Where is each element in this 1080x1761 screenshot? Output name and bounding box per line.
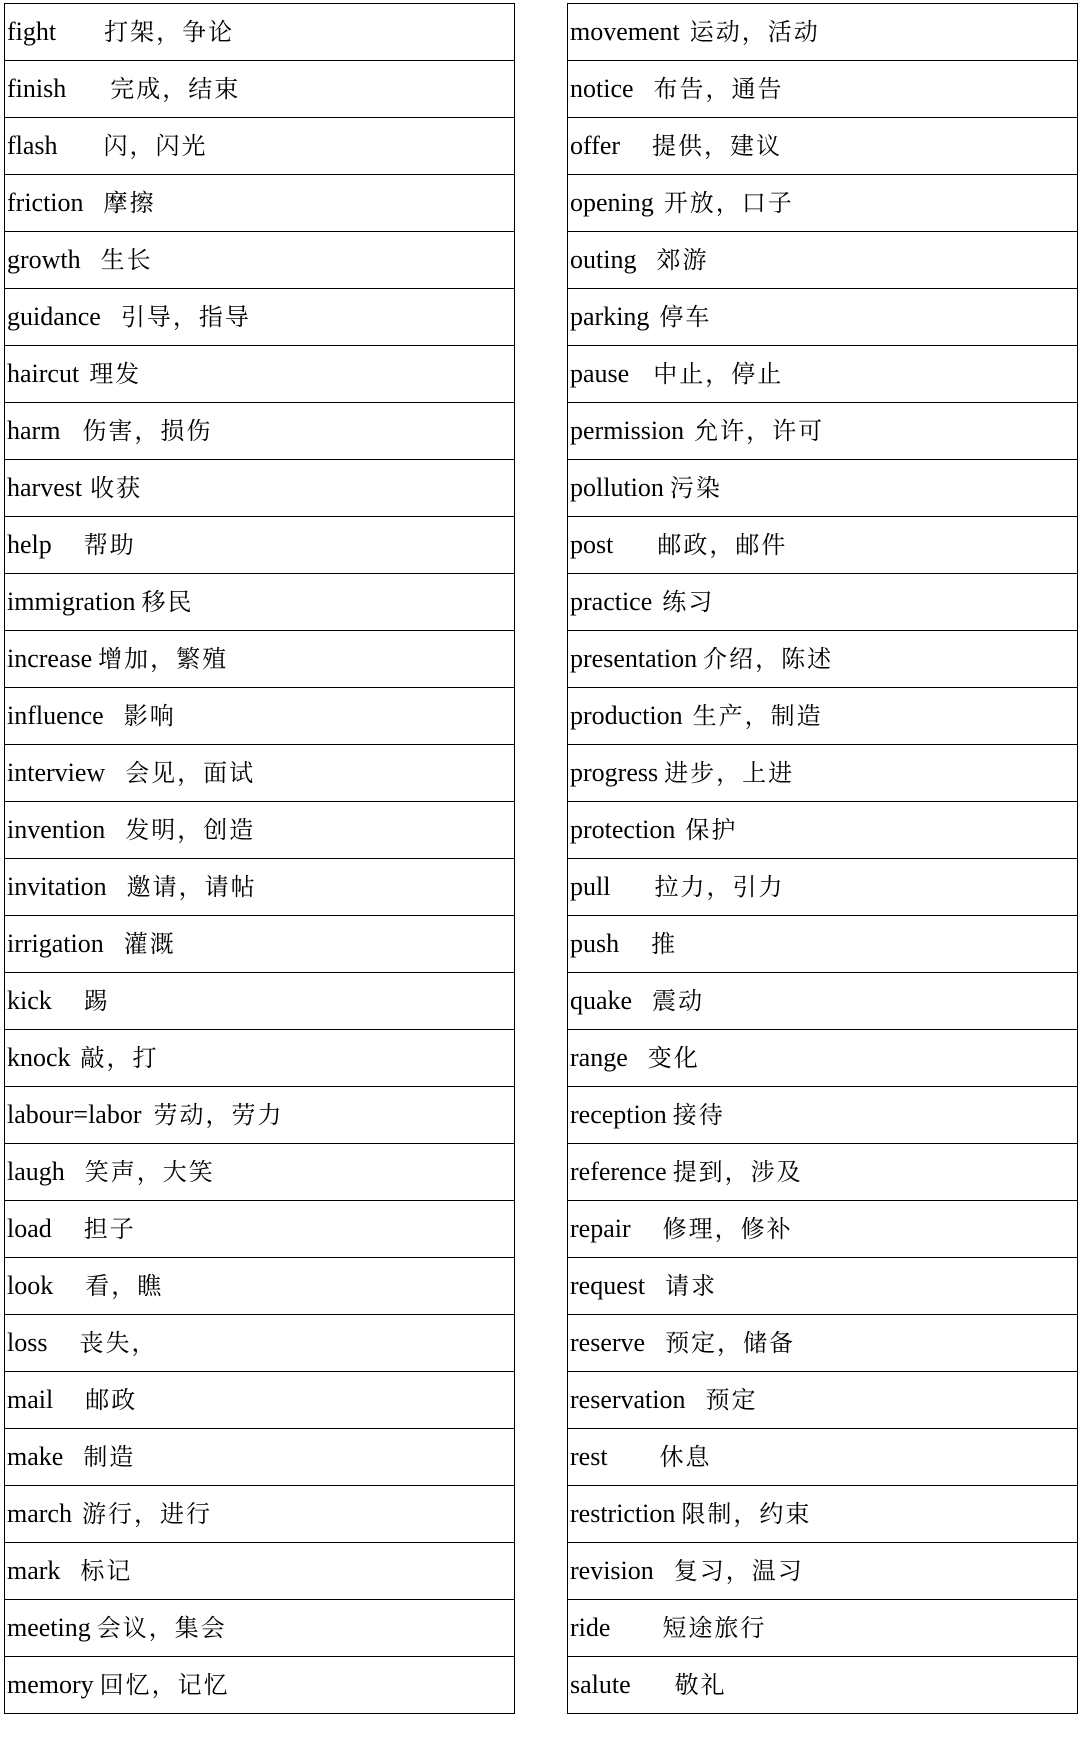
table-row bbox=[5, 1087, 515, 1144]
vocab-meaning: 中止，停止 bbox=[653, 360, 784, 388]
vocab-meaning: 敲，打 bbox=[80, 1044, 159, 1072]
table-row bbox=[5, 1144, 515, 1201]
table-row bbox=[5, 4, 515, 61]
vocab-meaning: 接待 bbox=[672, 1101, 725, 1129]
vocab-meaning: 影响 bbox=[123, 702, 176, 730]
vocab-word: fight bbox=[7, 17, 57, 46]
vocab-word: outing bbox=[570, 245, 637, 274]
vocab-cell bbox=[568, 289, 1078, 346]
vocab-word: ride bbox=[570, 1613, 611, 1642]
table-row bbox=[5, 61, 515, 118]
vocab-cell bbox=[5, 1657, 515, 1714]
vocab-cell bbox=[568, 802, 1078, 859]
vocab-cell bbox=[568, 517, 1078, 574]
vocab-word: offer bbox=[570, 131, 621, 160]
vocab-meaning: 限制，约束 bbox=[681, 1500, 812, 1528]
vocab-cell bbox=[568, 1543, 1078, 1600]
vocab-meaning: 看，瞧 bbox=[85, 1272, 164, 1300]
vocab-word: request bbox=[570, 1271, 646, 1300]
vocab-meaning: 标记 bbox=[80, 1557, 133, 1585]
table-row bbox=[568, 460, 1078, 517]
vocab-word: march bbox=[7, 1499, 72, 1528]
table-row bbox=[568, 1600, 1078, 1657]
vocab-word: pull bbox=[570, 872, 611, 901]
vocab-word: increase bbox=[7, 644, 93, 673]
vocab-meaning: 引导，指导 bbox=[120, 303, 251, 331]
vocab-word: kick bbox=[7, 986, 52, 1015]
vocab-meaning: 修理，修补 bbox=[662, 1215, 793, 1243]
vocab-cell bbox=[5, 1258, 515, 1315]
vocab-word: permission bbox=[570, 416, 685, 445]
vocab-meaning: 提到，涉及 bbox=[672, 1158, 803, 1186]
table-row bbox=[568, 1144, 1078, 1201]
table-row bbox=[568, 688, 1078, 745]
vocab-word: range bbox=[570, 1043, 628, 1072]
vocab-word: make bbox=[7, 1442, 64, 1471]
vocab-word: parking bbox=[570, 302, 650, 331]
table-row bbox=[5, 289, 515, 346]
vocab-cell bbox=[568, 1372, 1078, 1429]
vocab-meaning: 敬礼 bbox=[674, 1671, 727, 1699]
vocab-word: friction bbox=[7, 188, 84, 217]
vocab-cell bbox=[5, 973, 515, 1030]
vocab-meaning: 进步，上进 bbox=[664, 759, 795, 787]
vocab-cell bbox=[5, 574, 515, 631]
vocab-word: harvest bbox=[7, 473, 83, 502]
vocab-cell bbox=[568, 859, 1078, 916]
vocab-table-right-body bbox=[568, 4, 1078, 1714]
vocab-cell bbox=[5, 289, 515, 346]
table-row bbox=[5, 688, 515, 745]
vocab-meaning: 请求 bbox=[665, 1272, 718, 1300]
table-row bbox=[568, 1201, 1078, 1258]
vocab-cell bbox=[568, 1087, 1078, 1144]
vocab-cell bbox=[5, 1144, 515, 1201]
vocab-cell bbox=[568, 1030, 1078, 1087]
table-row bbox=[568, 745, 1078, 802]
vocab-cell bbox=[5, 4, 515, 61]
vocab-word: harm bbox=[7, 416, 61, 445]
vocab-meaning: 拉力，引力 bbox=[654, 873, 785, 901]
vocab-cell bbox=[568, 631, 1078, 688]
vocab-meaning: 会议，集会 bbox=[96, 1614, 227, 1642]
vocab-word: knock bbox=[7, 1043, 71, 1072]
vocab-meaning: 闪，闪光 bbox=[103, 132, 208, 160]
vocab-cell bbox=[5, 118, 515, 175]
vocab-cell bbox=[568, 118, 1078, 175]
table-row bbox=[568, 1429, 1078, 1486]
vocab-cell bbox=[568, 232, 1078, 289]
vocab-word: influence bbox=[7, 701, 104, 730]
vocab-meaning: 丧失， bbox=[79, 1329, 158, 1357]
vocab-cell bbox=[5, 1315, 515, 1372]
vocab-meaning: 布告，通告 bbox=[653, 75, 784, 103]
vocab-meaning: 劳动，劳力 bbox=[153, 1101, 284, 1129]
vocab-word: flash bbox=[7, 131, 58, 160]
vocab-cell bbox=[568, 1315, 1078, 1372]
vocab-cell bbox=[5, 1429, 515, 1486]
vocab-word: mark bbox=[7, 1556, 61, 1585]
vocab-cell bbox=[5, 346, 515, 403]
vocab-word: pause bbox=[570, 359, 630, 388]
vocab-meaning: 理发 bbox=[89, 360, 142, 388]
table-row bbox=[568, 517, 1078, 574]
vocab-meaning: 游行，进行 bbox=[81, 1500, 212, 1528]
table-row bbox=[5, 1030, 515, 1087]
table-row bbox=[568, 1087, 1078, 1144]
vocab-word: irrigation bbox=[7, 929, 104, 958]
table-row bbox=[5, 1429, 515, 1486]
vocab-meaning: 预定 bbox=[705, 1386, 758, 1414]
table-row bbox=[5, 517, 515, 574]
vocab-word: revision bbox=[570, 1556, 654, 1585]
vocab-cell bbox=[568, 1486, 1078, 1543]
vocab-cell bbox=[568, 175, 1078, 232]
vocab-word: loss bbox=[7, 1328, 48, 1357]
vocab-cell bbox=[5, 232, 515, 289]
vocab-meaning: 介绍，陈述 bbox=[703, 645, 834, 673]
vocab-word: growth bbox=[7, 245, 81, 274]
vocab-word: haircut bbox=[7, 359, 80, 388]
vocab-word: interview bbox=[7, 758, 106, 787]
table-row bbox=[568, 175, 1078, 232]
vocab-word: push bbox=[570, 929, 620, 958]
vocab-table-left-body bbox=[5, 4, 515, 1714]
table-row bbox=[5, 916, 515, 973]
vocab-word: meeting bbox=[7, 1613, 91, 1642]
table-row bbox=[5, 118, 515, 175]
vocab-cell bbox=[568, 688, 1078, 745]
vocab-meaning: 运动，活动 bbox=[689, 18, 820, 46]
vocab-cell bbox=[5, 802, 515, 859]
vocab-meaning: 保护 bbox=[685, 816, 738, 844]
vocab-cell bbox=[568, 1429, 1078, 1486]
table-row bbox=[568, 1030, 1078, 1087]
vocab-meaning: 会见，面试 bbox=[125, 759, 256, 787]
table-row bbox=[5, 1543, 515, 1600]
vocab-word: look bbox=[7, 1271, 54, 1300]
table-row bbox=[5, 346, 515, 403]
vocab-meaning: 短途旅行 bbox=[662, 1614, 767, 1642]
vocab-meaning: 休息 bbox=[659, 1443, 712, 1471]
vocab-word: practice bbox=[570, 587, 653, 616]
table-row bbox=[5, 973, 515, 1030]
vocab-cell bbox=[5, 175, 515, 232]
table-row bbox=[5, 1486, 515, 1543]
vocab-meaning: 制造 bbox=[83, 1443, 136, 1471]
vocab-cell bbox=[568, 916, 1078, 973]
vocab-meaning: 邀请，请帖 bbox=[126, 873, 257, 901]
vocab-meaning: 停车 bbox=[659, 303, 712, 331]
vocab-meaning: 提供，建议 bbox=[652, 132, 783, 160]
vocab-word: opening bbox=[570, 188, 654, 217]
table-row bbox=[568, 916, 1078, 973]
table-row bbox=[568, 973, 1078, 1030]
vocab-word: load bbox=[7, 1214, 52, 1243]
vocab-meaning: 邮政 bbox=[85, 1386, 138, 1414]
table-row bbox=[5, 1258, 515, 1315]
table-row bbox=[568, 1315, 1078, 1372]
vocab-cell bbox=[568, 1600, 1078, 1657]
table-row bbox=[568, 403, 1078, 460]
vocab-meaning: 帮助 bbox=[83, 531, 136, 559]
vocab-cell bbox=[5, 916, 515, 973]
vocab-cell bbox=[5, 517, 515, 574]
vocab-word: reserve bbox=[570, 1328, 646, 1357]
vocab-meaning: 踢 bbox=[83, 987, 110, 1015]
table-row bbox=[568, 118, 1078, 175]
table-row bbox=[5, 574, 515, 631]
vocab-word: invitation bbox=[7, 872, 107, 901]
table-row bbox=[5, 1315, 515, 1372]
table-row bbox=[568, 1258, 1078, 1315]
vocab-meaning: 郊游 bbox=[656, 246, 709, 274]
vocab-cell bbox=[5, 631, 515, 688]
table-row bbox=[568, 1486, 1078, 1543]
vocab-word: labour=labor bbox=[7, 1100, 142, 1129]
table-row bbox=[568, 61, 1078, 118]
table-row bbox=[568, 4, 1078, 61]
vocab-word: restriction bbox=[570, 1499, 676, 1528]
vocab-meaning: 移民 bbox=[141, 588, 194, 616]
vocab-meaning: 发明，创造 bbox=[125, 816, 256, 844]
vocab-meaning: 邮政，邮件 bbox=[657, 531, 788, 559]
table-row bbox=[568, 574, 1078, 631]
table-row bbox=[568, 631, 1078, 688]
vocab-word: finish bbox=[7, 74, 67, 103]
vocab-meaning: 收获 bbox=[90, 474, 143, 502]
vocab-cell bbox=[5, 1600, 515, 1657]
table-row bbox=[5, 802, 515, 859]
vocab-cell bbox=[568, 61, 1078, 118]
vocab-word: pollution bbox=[570, 473, 664, 502]
vocab-word: reservation bbox=[570, 1385, 686, 1414]
table-row bbox=[5, 232, 515, 289]
vocab-meaning: 开放，口子 bbox=[663, 189, 794, 217]
table-row bbox=[568, 1543, 1078, 1600]
vocab-meaning: 回忆，记忆 bbox=[99, 1671, 230, 1699]
vocab-cell bbox=[5, 745, 515, 802]
vocab-meaning: 允许，许可 bbox=[694, 417, 825, 445]
vocab-cell bbox=[568, 1258, 1078, 1315]
vocab-word: laugh bbox=[7, 1157, 65, 1186]
vocab-meaning: 摩擦 bbox=[103, 189, 156, 217]
vocab-meaning: 完成，结束 bbox=[110, 75, 241, 103]
vocab-cell bbox=[568, 1144, 1078, 1201]
vocab-word: presentation bbox=[570, 644, 698, 673]
vocab-word: reference bbox=[570, 1157, 667, 1186]
vocab-table-right bbox=[567, 3, 1078, 1714]
table-row bbox=[5, 631, 515, 688]
vocab-cell bbox=[5, 61, 515, 118]
vocab-cell bbox=[568, 460, 1078, 517]
vocab-meaning: 生产，制造 bbox=[692, 702, 823, 730]
vocab-word: notice bbox=[570, 74, 634, 103]
vocab-meaning: 复习，温习 bbox=[673, 1557, 804, 1585]
vocab-word: guidance bbox=[7, 302, 101, 331]
vocab-word: help bbox=[7, 530, 52, 559]
table-row bbox=[568, 232, 1078, 289]
table-row bbox=[5, 1201, 515, 1258]
vocab-meaning: 笑声，大笑 bbox=[84, 1158, 215, 1186]
vocab-meaning: 震动 bbox=[652, 987, 705, 1015]
vocab-meaning: 担子 bbox=[83, 1215, 136, 1243]
vocab-word: repair bbox=[570, 1214, 631, 1243]
vocab-word: reception bbox=[570, 1100, 667, 1129]
vocab-meaning: 增加，繁殖 bbox=[98, 645, 229, 673]
vocab-cell bbox=[5, 688, 515, 745]
table-row bbox=[5, 1372, 515, 1429]
vocab-word: immigration bbox=[7, 587, 136, 616]
vocab-word: memory bbox=[7, 1670, 94, 1699]
vocab-word: mail bbox=[7, 1385, 54, 1414]
vocab-cell bbox=[5, 1486, 515, 1543]
table-row bbox=[568, 1372, 1078, 1429]
vocab-meaning: 推 bbox=[651, 930, 678, 958]
vocab-cell bbox=[5, 1201, 515, 1258]
vocab-cell bbox=[568, 403, 1078, 460]
vocab-cell bbox=[568, 1201, 1078, 1258]
vocab-word: progress bbox=[570, 758, 659, 787]
vocab-cell bbox=[568, 745, 1078, 802]
vocab-word: salute bbox=[570, 1670, 631, 1699]
vocab-meaning: 灌溉 bbox=[123, 930, 176, 958]
vocab-cell bbox=[5, 403, 515, 460]
table-row bbox=[568, 289, 1078, 346]
table-row bbox=[568, 802, 1078, 859]
vocab-meaning: 伤害，损伤 bbox=[82, 417, 213, 445]
vocab-word: quake bbox=[570, 986, 633, 1015]
vocab-table-left bbox=[4, 3, 515, 1714]
table-row bbox=[5, 403, 515, 460]
table-row bbox=[5, 1657, 515, 1714]
vocab-word: movement bbox=[570, 17, 680, 46]
vocab-cell bbox=[568, 1657, 1078, 1714]
table-row bbox=[5, 175, 515, 232]
vocab-cell bbox=[5, 1030, 515, 1087]
vocab-cell bbox=[568, 574, 1078, 631]
vocab-cell bbox=[568, 346, 1078, 403]
vocab-meaning: 打架，争论 bbox=[104, 18, 235, 46]
vocab-meaning: 生长 bbox=[100, 246, 153, 274]
table-row bbox=[5, 1600, 515, 1657]
vocab-cell bbox=[568, 4, 1078, 61]
vocab-meaning: 变化 bbox=[647, 1044, 700, 1072]
vocab-word: post bbox=[570, 530, 614, 559]
vocab-cell bbox=[568, 973, 1078, 1030]
vocab-meaning: 污染 bbox=[669, 474, 722, 502]
vocab-word: protection bbox=[570, 815, 676, 844]
vocab-meaning: 练习 bbox=[662, 588, 715, 616]
vocab-cell bbox=[5, 1543, 515, 1600]
vocab-cell bbox=[5, 1087, 515, 1144]
table-row bbox=[568, 859, 1078, 916]
vocab-meaning: 预定，储备 bbox=[665, 1329, 796, 1357]
vocab-cell bbox=[5, 460, 515, 517]
vocab-cell bbox=[5, 859, 515, 916]
vocab-cell bbox=[5, 1372, 515, 1429]
vocab-word: production bbox=[570, 701, 683, 730]
table-row bbox=[568, 1657, 1078, 1714]
table-row bbox=[5, 745, 515, 802]
table-row bbox=[5, 460, 515, 517]
vocab-word: invention bbox=[7, 815, 106, 844]
table-row bbox=[5, 859, 515, 916]
vocab-word: rest bbox=[570, 1442, 608, 1471]
table-row bbox=[568, 346, 1078, 403]
